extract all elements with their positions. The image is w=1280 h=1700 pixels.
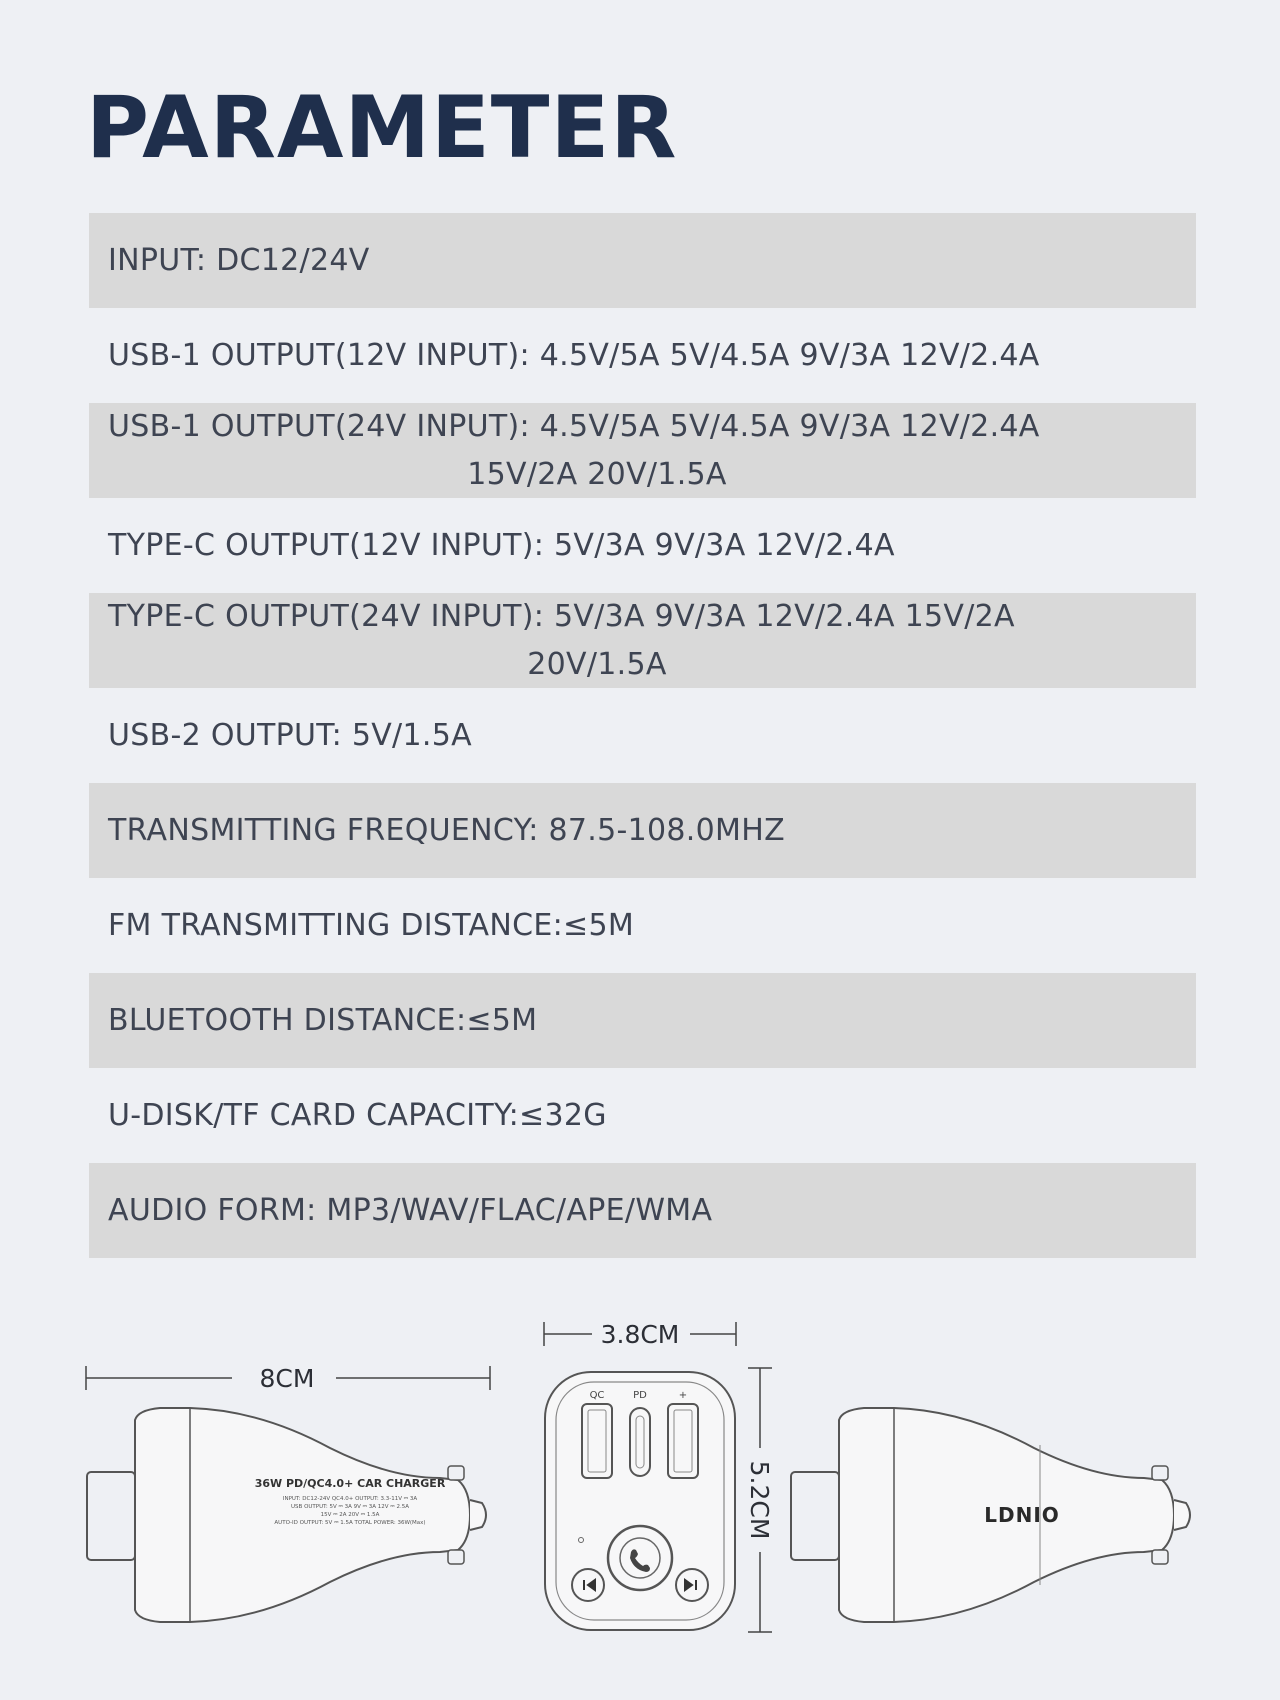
- spec-text-continued: 15V/2A 20V/1.5A: [467, 456, 727, 492]
- spec-row: [89, 1068, 1196, 1163]
- charger-spec-line: USB OUTPUT: 5V ⎓ 3A 9V ⎓ 3A 12V ⎓ 2.5A: [291, 1504, 409, 1510]
- spec-text-continued: 20V/1.5A: [527, 646, 667, 682]
- spec-row: [89, 878, 1196, 973]
- charger-spec-line: INPUT: DC12-24V QC4.0+ OUTPUT: 3.3-11V ⎓ 3A: [282, 1496, 418, 1502]
- spec-text: INPUT: DC12/24V: [108, 243, 370, 278]
- charger-spec-line: AUTO-ID OUTPUT: 5V ⎓ 1.5A TOTAL POWER: 36W(Max): [274, 1520, 426, 1526]
- length-label: 8CM: [259, 1364, 315, 1393]
- spec-row: [89, 783, 1196, 878]
- spec-text: FM TRANSMITTING DISTANCE:≤5M: [108, 908, 635, 943]
- side-view-left: [86, 1358, 490, 1622]
- spec-text: TYPE-C OUTPUT(12V INPUT): 5V/3A 9V/3A 12V/2.4A: [108, 528, 895, 563]
- spec-row: [89, 1163, 1196, 1258]
- brand-logo: LDNIO: [984, 1503, 1060, 1527]
- pd-port-label: PD: [633, 1390, 647, 1401]
- front-view: [544, 1314, 780, 1632]
- charger-spec-title: 36W PD/QC4.0+ CAR CHARGER: [254, 1477, 446, 1490]
- usb2-port-label: +: [678, 1390, 688, 1401]
- spec-text: AUDIO FORM: MP3/WAV/FLAC/APE/WMA: [108, 1193, 713, 1228]
- spec-row: [89, 403, 1196, 498]
- call-button-icon: [608, 1526, 672, 1590]
- spec-row: [89, 213, 1196, 308]
- charger-spec-line: 15V ⎓ 2A 20V ⎓ 1.5A: [320, 1512, 380, 1518]
- spec-text: USB-2 OUTPUT: 5V/1.5A: [108, 718, 472, 753]
- spec-text: TYPE-C OUTPUT(24V INPUT): 5V/3A 9V/3A 12V/2.4A 15V/2A: [108, 598, 1015, 634]
- usb-a-port-icon: [668, 1404, 698, 1478]
- side-view-right: [791, 1408, 1190, 1622]
- spec-row: [89, 498, 1196, 593]
- page-title: PARAMETER: [86, 78, 678, 178]
- spec-text: USB-1 OUTPUT(24V INPUT): 4.5V/5A 5V/4.5A 9V/3A 12V/2.4A: [108, 408, 1040, 444]
- usb-c-port-icon: [630, 1408, 650, 1476]
- qc-port-label: QC: [589, 1390, 605, 1401]
- spec-text: BLUETOOTH DISTANCE:≤5M: [108, 1003, 538, 1038]
- usb-a-port-icon: [582, 1404, 612, 1478]
- spec-row: [89, 688, 1196, 783]
- spec-table: [89, 213, 1196, 1258]
- width-label: 3.8CM: [600, 1320, 680, 1349]
- spec-text: TRANSMITTING FREQUENCY: 87.5-108.0MHZ: [108, 813, 785, 848]
- spec-row: [89, 973, 1196, 1068]
- product-dimension-drawings: [0, 1300, 1280, 1660]
- spec-row: [89, 308, 1196, 403]
- spec-text: USB-1 OUTPUT(12V INPUT): 4.5V/5A 5V/4.5A 9V/3A 12V/2.4A: [108, 338, 1040, 373]
- height-label: 5.2CM: [745, 1460, 774, 1540]
- spec-row: [89, 593, 1196, 688]
- spec-text: U-DISK/TF CARD CAPACITY:≤32G: [108, 1098, 607, 1133]
